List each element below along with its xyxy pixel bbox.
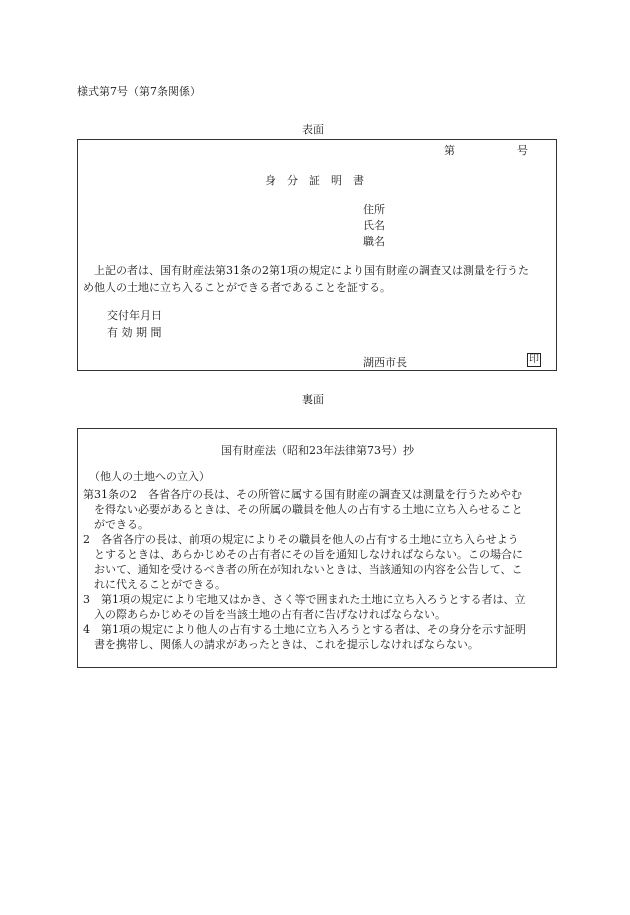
statement-line: め他人の土地に立ち入ることができる者であることを証する。 — [83, 281, 391, 294]
issue-date-label: 交付年月日 — [107, 309, 162, 322]
article-line: 3 第1項の規定により宅地又はかき、さく等で囲まれた土地に立ち入ろうとする者は、立 — [83, 593, 526, 606]
article-line: 書を携帯し、関係人の請求があったときは、これを提示しなければならない。 — [83, 638, 479, 651]
article-line: 4 第1項の規定により他人の占有する土地に立ち入ろうとする者は、その身分を示す証明 — [83, 623, 526, 636]
article-line: とするときは、あらかじめその占有者にその旨を通知しなければならない。この場合に — [83, 548, 523, 561]
article-line: 第31条の2 各省各庁の長は、その所管に属する国有財産の調査又は測量を行うためやむ — [83, 488, 522, 501]
article-line: れに代えることができる。 — [83, 578, 226, 591]
article-text — [83, 487, 526, 652]
law-title: 国有財産法（昭和23年法律第73号）抄 — [221, 444, 414, 457]
official-seal-mark: 印 — [529, 354, 539, 365]
article-line: 2 各省各庁の長は、前項の規定によりその職員を他人の占有する土地に立ち入らせよう — [83, 533, 519, 546]
article-line: ができる。 — [83, 518, 149, 531]
article-line: を得ない必要があるときは、その所属の職員を他人の占有する土地に立ち入らせること — [83, 503, 523, 516]
issuer-name: 湖西市長 — [363, 356, 407, 369]
certificate-number-prefix: 第 — [444, 144, 455, 157]
field-name-label: 氏名 — [363, 219, 385, 232]
validity-period-label: 有 効 期 間 — [107, 326, 162, 339]
statement-line: 上記の者は、国有財産法第31条の2第1項の規定により国有財産の調査又は測量を行うた — [94, 264, 529, 277]
certificate-title: 身 分 証 明 書 — [265, 174, 364, 187]
front-side-card — [77, 139, 557, 371]
field-address-label: 住所 — [363, 203, 385, 216]
form-number-label: 様式第7号（第7条関係） — [77, 85, 201, 98]
front-side-heading: 表面 — [302, 123, 324, 136]
back-side-heading: 裏面 — [302, 393, 324, 406]
article-line: 入の際あらかじめその旨を当該土地の占有者に告げなければならない。 — [83, 608, 446, 621]
article-caption: （他人の土地への立入） — [89, 470, 210, 483]
certificate-statement — [83, 262, 529, 296]
certificate-number-suffix: 号 — [517, 144, 528, 157]
field-title-label: 職名 — [363, 235, 385, 248]
back-side-card — [77, 428, 557, 668]
article-line: おいて、通知を受けるべき者の所在が知れないときは、当該通知の内容を公告して、こ — [83, 563, 523, 576]
